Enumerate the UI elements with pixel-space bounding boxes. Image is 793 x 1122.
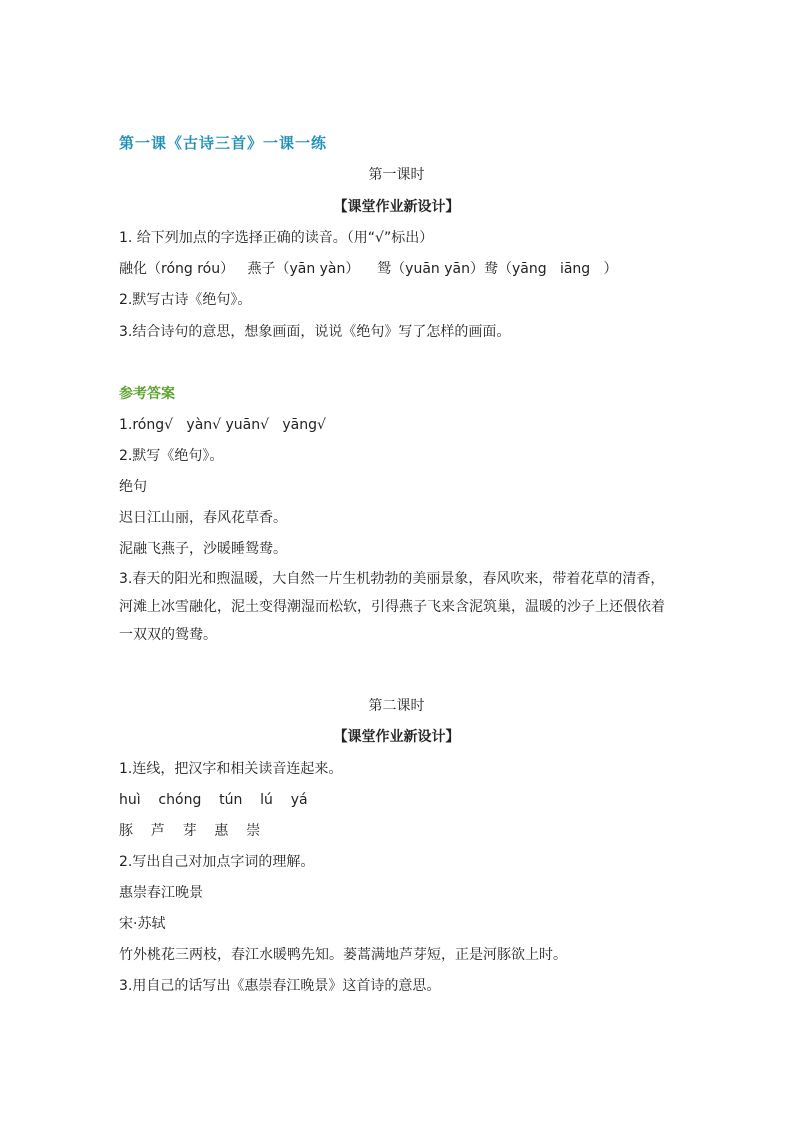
lesson2-question-3: 3.用自己的话写出《惠崇春江晚景》这首诗的意思。 <box>119 978 441 994</box>
lesson1-section-heading: 【课堂作业新设计】 <box>333 199 460 215</box>
lesson2-poem-author: 宋·苏轼 <box>119 916 166 932</box>
answers-heading: 参考答案 <box>119 386 175 402</box>
lesson2-poem-text: 竹外桃花三两枝，春江水暖鸭先知。蒌蒿满地芦芽短，正是河豚欲上时。 <box>119 947 567 963</box>
answer-3: 3.春天的阳光和煦温暖，大自然一片生机勃勃的美丽景象，春风吹来，带着花草的清香，河滩上冰雪融化，泥土变得潮湿而松软，引得燕子飞来含泥筑巢，温暖的沙子上还偎依着一双双的鸳鸯。 <box>119 571 665 643</box>
lesson2-question-1: 1.连线，把汉字和相关读音连起来。 <box>119 761 343 777</box>
lesson1-heading: 第一课时 <box>368 167 425 183</box>
lesson1-question-3: 3.结合诗句的意思，想象画面，说说《绝句》写了怎样的画面。 <box>119 324 511 340</box>
answer-poem-line-2: 泥融飞燕子，沙暖睡鸳鸯。 <box>119 541 287 557</box>
lesson1-question-1-options: 融化（róng róu） 燕子（yān yàn） 鸳（yuān yān）鸯（yāng iāng ） <box>119 261 618 277</box>
answer-poem-title: 绝句 <box>119 479 147 495</box>
lesson2-question-2: 2.写出自己对加点字词的理解。 <box>119 854 315 870</box>
document-title: 第一课《古诗三首》一课一练 <box>119 134 328 152</box>
answer-poem-line-1: 迟日江山丽，春风花草香。 <box>119 510 287 526</box>
lesson2-character-row: 豚 芦 芽 惠 崇 <box>119 823 261 839</box>
answer-2: 2.默写《绝句》。 <box>119 448 224 464</box>
lesson2-heading: 第二课时 <box>368 698 425 714</box>
lesson2-poem-title: 惠崇春江晚景 <box>119 885 203 901</box>
lesson2-section-heading: 【课堂作业新设计】 <box>333 729 460 745</box>
lesson1-question-1: 1. 给下列加点的字选择正确的读音。（用“√”标出） <box>119 230 434 246</box>
lesson1-question-2: 2.默写古诗《绝句》。 <box>119 292 252 308</box>
answer-1: 1.róng√ yàn√ yuān√ yāng√ <box>119 417 326 433</box>
lesson2-pinyin-row: huì chóng tún lú yá <box>119 792 308 808</box>
